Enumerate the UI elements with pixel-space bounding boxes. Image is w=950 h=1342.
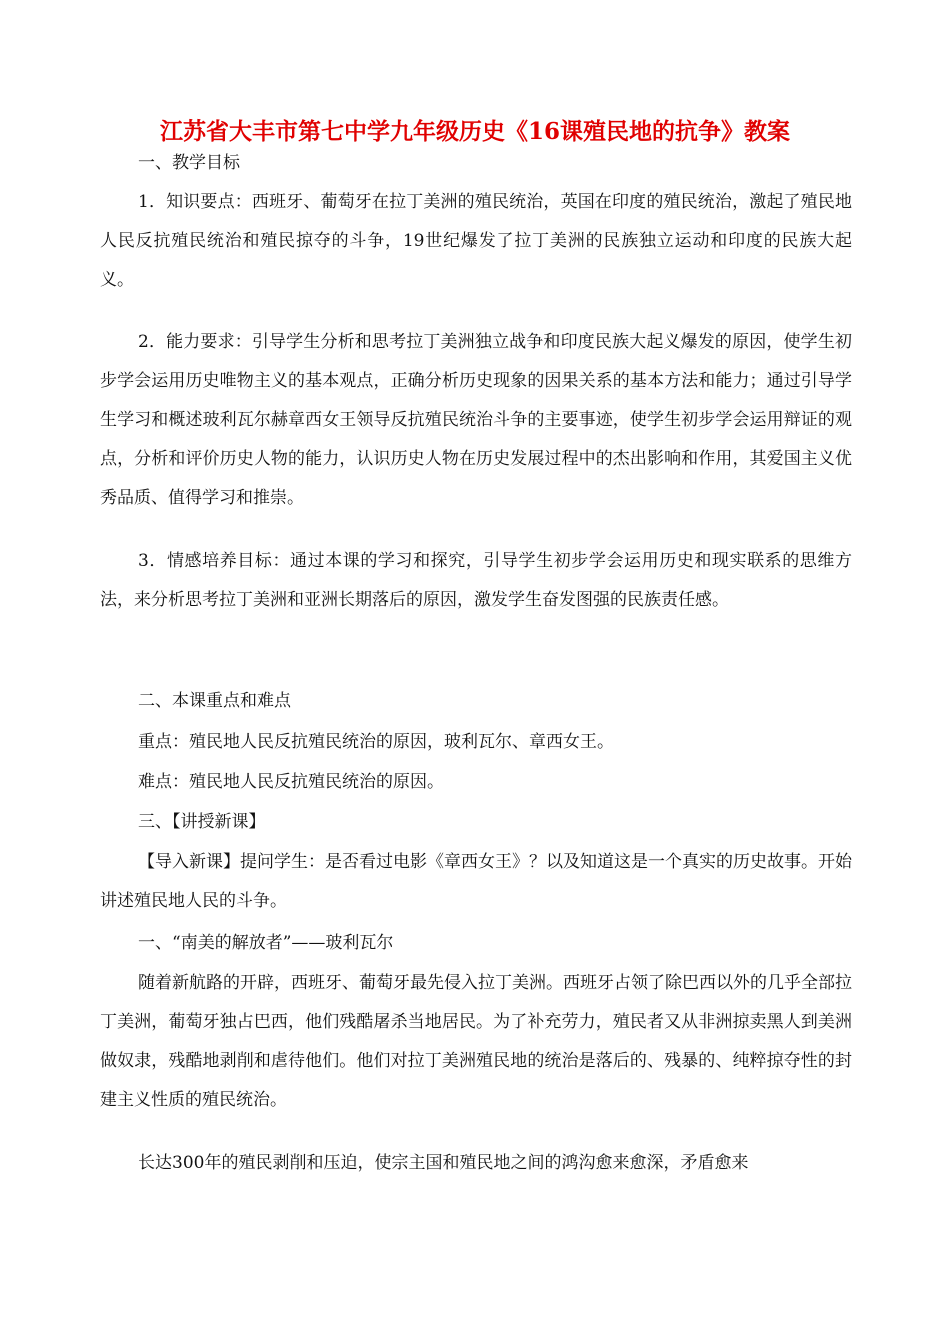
paragraph-part-1-1: 随着新航路的开辟，西班牙、葡萄牙最先侵入拉丁美洲。西班牙占领了除巴西以外的几乎全部拉丁美洲，葡萄牙独占巴西，他们残酷屠杀当地居民。为了补充劳力，殖民者又从非洲掠卖黑人到美洲做奴隶，残酷地剥削和虐待他们。他们对拉丁美洲殖民地的统治是落后的、残暴的、纯粹掠夺性的封建主义性质的殖民统治。 [100,973,852,1110]
paragraph-goal-2: 2．能力要求：引导学生分析和思考拉丁美洲独立战争和印度民族大起义爆发的原因，使学生初步学会运用历史唯物主义的基本观点，正确分析历史现象的因果关系的基本方法和能力；通过引导学生学习和概述玻利瓦尔赫章西女王领导反抗殖民统治斗争的主要事迹，使学生初步学会运用辩证的观点，分析和评价历史人物的能力，认识历史人物在历史发展过程中的杰出影响和作用，其爱国主义优秀品质、值得学习和推崇。 [100,332,852,508]
section-heading-part-1: 一、“南美的解放者”——玻利瓦尔 [138,933,394,953]
section-heading-goals: 一、教学目标 [138,153,240,173]
paragraph-goal-3: 3．情感培养目标：通过本课的学习和探究，引导学生初步学会运用历史和现实联系的思维方法，来分析思考拉丁美洲和亚洲长期落后的原因，激发学生奋发图强的民族责任感。 [100,551,852,610]
paragraph-key-point: 重点：殖民地人民反抗殖民统治的原因，玻利瓦尔、章西女王。 [138,732,614,752]
section-heading-new-lesson: 三、【讲授新课】 [138,812,266,832]
document-title: 江苏省大丰市第七中学九年级历史《16课殖民地的抗争》教案 [159,118,790,145]
paragraph-goal-1: 1．知识要点：西班牙、葡萄牙在拉丁美洲的殖民统治，英国在印度的殖民统治，激起了殖民地人民反抗殖民统治和殖民掠夺的斗争，19世纪爆发了拉丁美洲的民族独立运动和印度的民族大起义。 [100,192,852,290]
paragraph-intro: 【导入新课】提问学生：是否看过电影《章西女王》？以及知道这是一个真实的历史故事。开始讲述殖民地人民的斗争。 [100,852,852,911]
paragraph-difficult-point: 难点：殖民地人民反抗殖民统治的原因。 [138,772,444,792]
paragraph-part-1-2: 长达300年的殖民剥削和压迫，使宗主国和殖民地之间的鸿沟愈来愈深，矛盾愈来 [138,1153,749,1173]
section-heading-focus: 二、本课重点和难点 [138,691,291,711]
